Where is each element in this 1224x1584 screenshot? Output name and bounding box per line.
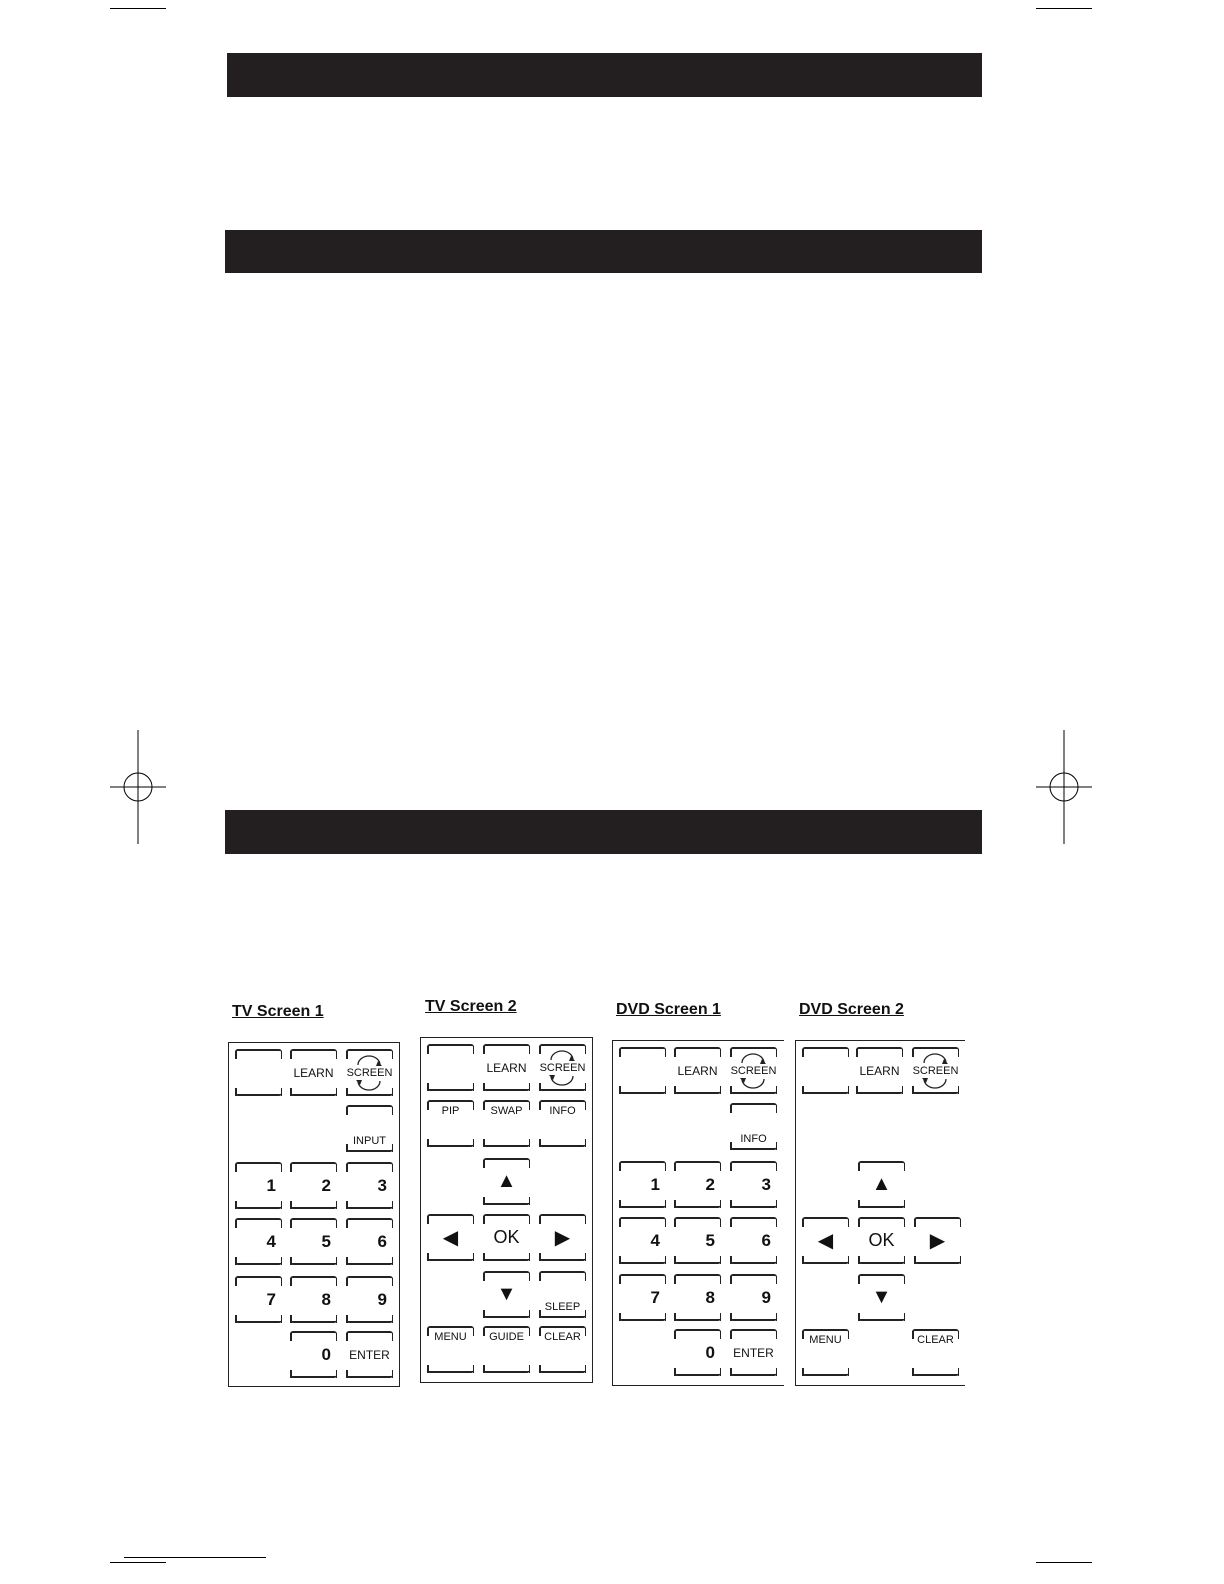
- swap-key[interactable]: SWAP: [483, 1100, 530, 1147]
- menu-key[interactable]: MENU: [427, 1326, 474, 1373]
- digit-5-key[interactable]: 5: [290, 1218, 337, 1265]
- section-header-bar-3: [225, 810, 982, 854]
- digit-2-key[interactable]: 2: [674, 1161, 721, 1208]
- section-header-bar-2: [225, 230, 982, 273]
- digit-0-key[interactable]: 0: [290, 1331, 337, 1378]
- blank-key[interactable]: [235, 1049, 282, 1096]
- digit-6-key[interactable]: 6: [346, 1218, 393, 1265]
- learn-key[interactable]: LEARN: [674, 1047, 721, 1094]
- digit-2-key[interactable]: 2: [290, 1162, 337, 1209]
- digit-8-key[interactable]: 8: [674, 1274, 721, 1321]
- panel-title-dvd-screen-1: DVD Screen 1: [616, 1001, 721, 1018]
- left-arrow-key[interactable]: ◀: [427, 1214, 474, 1261]
- digit-9-key[interactable]: 9: [730, 1274, 777, 1321]
- up-arrow-key[interactable]: ▲: [483, 1158, 530, 1205]
- right-arrow-key[interactable]: ▶: [914, 1217, 961, 1264]
- screen-key[interactable]: [346, 1049, 393, 1096]
- learn-key[interactable]: LEARN: [483, 1044, 530, 1091]
- clear-key[interactable]: CLEAR: [539, 1326, 586, 1373]
- digit-6-key[interactable]: 6: [730, 1217, 777, 1264]
- guide-key[interactable]: GUIDE: [483, 1326, 530, 1373]
- blank-key[interactable]: [427, 1044, 474, 1091]
- ok-key[interactable]: OK: [483, 1214, 530, 1261]
- info-key[interactable]: INFO: [730, 1103, 777, 1150]
- digit-3-key[interactable]: 3: [730, 1161, 777, 1208]
- input-key[interactable]: INPUT: [346, 1105, 393, 1152]
- digit-7-key[interactable]: 7: [235, 1276, 282, 1323]
- down-arrow-key[interactable]: ▼: [858, 1274, 905, 1321]
- clear-key[interactable]: CLEAR: [912, 1329, 959, 1376]
- section-header-bar-1: [227, 53, 982, 97]
- right-arrow-key[interactable]: ▶: [539, 1214, 586, 1261]
- blank-key[interactable]: [802, 1047, 849, 1094]
- crop-mark-bottom-left: [110, 1562, 166, 1563]
- learn-key[interactable]: LEARN: [290, 1049, 337, 1096]
- screen-key-label: SCREEN: [346, 1066, 393, 1079]
- digit-3-key[interactable]: 3: [346, 1162, 393, 1209]
- crop-mark-bottom-rule: [124, 1557, 266, 1558]
- info-key[interactable]: INFO: [539, 1100, 586, 1147]
- crop-mark-top-left: [110, 8, 166, 9]
- blank-key[interactable]: [619, 1047, 666, 1094]
- panel-title-dvd-screen-2: DVD Screen 2: [799, 1001, 904, 1018]
- digit-4-key[interactable]: 4: [619, 1217, 666, 1264]
- digit-1-key[interactable]: 1: [235, 1162, 282, 1209]
- crop-mark-top-right: [1036, 8, 1092, 9]
- panel-title-tv-screen-1: TV Screen 1: [232, 1003, 324, 1020]
- digit-8-key[interactable]: 8: [290, 1276, 337, 1323]
- panel-title-tv-screen-2: TV Screen 2: [425, 998, 517, 1015]
- left-arrow-key[interactable]: ◀: [802, 1217, 849, 1264]
- sleep-key[interactable]: SLEEP: [539, 1271, 586, 1318]
- down-arrow-key[interactable]: ▼: [483, 1271, 530, 1318]
- digit-9-key[interactable]: 9: [346, 1276, 393, 1323]
- pip-key[interactable]: PIP: [427, 1100, 474, 1147]
- ok-key[interactable]: OK: [858, 1217, 905, 1264]
- learn-key[interactable]: LEARN: [856, 1047, 903, 1094]
- digit-1-key[interactable]: 1: [619, 1161, 666, 1208]
- screen-key[interactable]: [912, 1047, 959, 1094]
- tv-screen-2-frame: [420, 1037, 593, 1383]
- screen-key[interactable]: [730, 1047, 777, 1094]
- digit-0-key[interactable]: 0: [674, 1329, 721, 1376]
- crop-mark-bottom-right: [1036, 1562, 1092, 1563]
- registration-mark-right: [1034, 730, 1094, 844]
- screen-key-label: SCREEN: [912, 1064, 959, 1077]
- digit-4-key[interactable]: 4: [235, 1218, 282, 1265]
- registration-mark-left: [108, 730, 168, 844]
- tv-screen-1-frame: [228, 1042, 400, 1387]
- enter-key[interactable]: ENTER: [346, 1331, 393, 1378]
- screen-key-label: SCREEN: [539, 1061, 586, 1074]
- screen-key-label: SCREEN: [730, 1064, 777, 1077]
- enter-key[interactable]: ENTER: [730, 1329, 777, 1376]
- screen-key[interactable]: [539, 1044, 586, 1091]
- digit-7-key[interactable]: 7: [619, 1274, 666, 1321]
- digit-5-key[interactable]: 5: [674, 1217, 721, 1264]
- up-arrow-key[interactable]: ▲: [858, 1161, 905, 1208]
- dvd-screen-2-frame: [795, 1040, 965, 1386]
- dvd-screen-1-frame: [612, 1040, 784, 1386]
- menu-key[interactable]: MENU: [802, 1329, 849, 1376]
